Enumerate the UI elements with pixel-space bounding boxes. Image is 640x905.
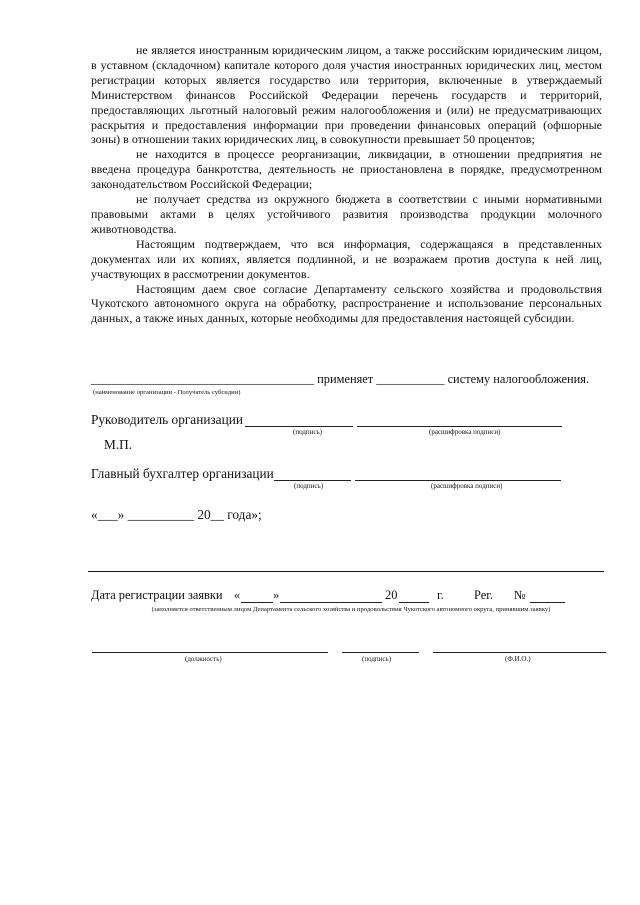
registration-reg-label: Рег. <box>474 588 494 602</box>
paragraph-reorganization: не находится в процессе реорганизации, ликвидации, в отношении предприятия не введена процедура банкротства, деятельность не приостановлена в порядке, предусмотренном законодательством Российской Федерации; <box>91 147 602 192</box>
registration-label: Дата регистрации заявки <box>91 588 223 602</box>
director-decode-line[interactable] <box>357 426 562 427</box>
signature-line[interactable] <box>342 652 419 653</box>
organization-caption: (наименование организации - Получатель субсидии) <box>93 389 241 396</box>
accountant-decode-caption: (расшифровка подписи) <box>431 482 503 490</box>
registration-close-quote: » <box>273 588 280 602</box>
paragraph-budget-funds: не получает средства из окружного бюджета в соответствии с иными нормативными правовыми актами в целях устойчивого развития производства продукции молочного животноводства. <box>91 192 602 236</box>
position-line[interactable] <box>92 652 328 653</box>
organization-blank[interactable]: ____________________________________ <box>91 372 315 386</box>
applies-text: применяет <box>317 372 374 386</box>
position-caption: (должность) <box>185 655 222 663</box>
declaration-text <box>91 43 602 326</box>
registration-open-quote: « <box>234 588 241 602</box>
accountant-decode-line[interactable] <box>355 480 561 481</box>
registration-day-line[interactable] <box>241 602 273 603</box>
registration-number-sign: № <box>514 588 526 602</box>
registration-year-suffix: г. <box>437 588 444 602</box>
registration-month-line[interactable] <box>280 602 382 603</box>
full-name-caption: (Ф.И.О.) <box>505 655 531 663</box>
director-decode-caption: (расшифровка подписи) <box>429 428 501 436</box>
registration-year: 20 <box>385 588 398 602</box>
accountant-label: Главный бухгалтер организации <box>91 466 274 481</box>
date-line[interactable]: «___» __________ 20__ года»; <box>91 507 262 522</box>
accountant-signature-caption: (подпись) <box>294 482 324 490</box>
paragraph-foreign-entity: не является иностранным юридическим лицом, а также российским юридическим лицом, в уставном (складочном) капитале которого доля участия иностранных юридических лиц, местом регистрации которых является государство или территория, включенные в утверждаемый Министерством финансов Российской Федерации перечень государств и территорий, предоставляющих льготный налоговый режим налогообложения и (или) не предусматривающих раскрытия и предоставления информации при проведении финансовых операций (офшорные зоны) в отношении таких юридических лиц, в совокупности превышает 50 процентов; <box>91 43 602 147</box>
signature-caption: (подпись) <box>362 655 392 663</box>
paragraph-information-confirmation: Настоящим подтверждаем, что вся информация, содержащаяся в представленных документах или их копиях, является подлинной, и не возражаем против доступа к ней лиц, участвующих в рассмотрении документов. <box>91 236 602 281</box>
director-signature-line[interactable] <box>245 426 353 427</box>
stamp-label: М.П. <box>104 437 133 452</box>
director-signature-caption: (подпись) <box>293 428 323 436</box>
registration-year-line[interactable] <box>399 602 429 603</box>
registration-note: (заполняется ответственным лицом Департамента сельского хозяйства и продовольствия Чукотского автономного округа, принявшим заявку) <box>151 606 551 613</box>
tax-system-text: систему налогообложения. <box>447 372 590 386</box>
tax-system-blank[interactable]: ___________ <box>376 372 445 386</box>
director-label: Руководитель организации <box>91 412 243 427</box>
section-divider <box>88 571 604 572</box>
accountant-signature-line[interactable] <box>274 480 351 481</box>
registration-number-line[interactable] <box>530 602 565 603</box>
full-name-line[interactable] <box>433 652 606 653</box>
paragraph-personal-data-consent: Настоящим даем свое согласие Департаменту сельского хозяйства и продовольствия Чукотского автономного округа на обработку, распространение и использование персональных данных, а также иных данных, которые необходимы для предоставления настоящей субсидии. <box>91 281 602 326</box>
tax-system-line <box>91 372 589 387</box>
